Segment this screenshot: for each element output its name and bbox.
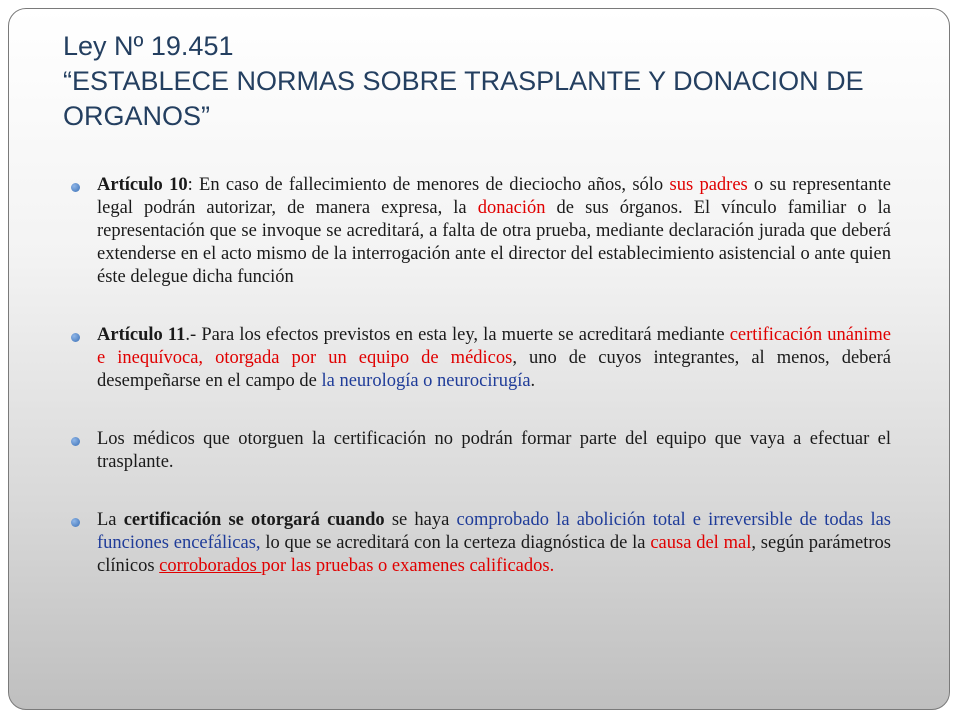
text: o su representante legal podrán autorizar, de manera expresa, la: [97, 175, 891, 218]
highlight-blue: comprobado la abolición total e irreversible de todas las funciones encefálicas,: [97, 510, 892, 553]
slide-content: [61, 174, 891, 613]
highlight-red: certificación unánime e inequívoca, otorgada por un equipo de médicos: [97, 325, 891, 368]
list-item-articulo-11: [61, 324, 891, 393]
text: lo que se acreditará con la certeza diagnóstica de la: [260, 533, 651, 553]
list-item-articulo-10: [61, 174, 891, 289]
highlight-red: sus padres: [669, 175, 748, 195]
highlight-red-underlined: corroborados: [159, 556, 262, 576]
slide: [8, 8, 950, 710]
bullet-icon: [71, 518, 80, 527]
article-label: Artículo 10: [97, 175, 188, 195]
highlight-red: por las pruebas o examenes calificados.: [261, 556, 555, 576]
bullet-icon: [71, 333, 80, 342]
highlight-red: donación: [477, 198, 546, 218]
title-line-2: “ESTABLECE NORMAS SOBRE TRASPLANTE Y DONACION DE ORGANOS”: [63, 66, 864, 132]
bullet-icon: [71, 183, 80, 192]
bold-text: certificación se otorgará cuando: [123, 510, 385, 530]
article-label: Artículo 11: [97, 325, 186, 345]
slide-title: [63, 29, 923, 134]
text: La: [97, 510, 124, 530]
text: .: [530, 371, 536, 391]
text: : En caso de fallecimiento de menores de dieciocho años, sólo: [187, 175, 670, 195]
text: , según parámetros clínicos: [97, 533, 891, 576]
bullet-icon: [71, 437, 80, 446]
text: se haya: [384, 510, 457, 530]
text: de sus órganos. El vínculo familiar o la representación que se invoque se acreditará, a falta de otra prueba, mediante declaración jurada que deberá extenderse en el acto mismo de la interrogación ante el director del establecimiento asistencial o ante quien éste delegue dicha función: [97, 198, 891, 287]
list-item-medicos: [61, 428, 891, 474]
highlight-red: causa del mal: [650, 533, 752, 553]
text: .- Para los efectos previstos en esta ley, la muerte se acreditará mediante: [185, 325, 730, 345]
text: Los médicos que otorguen la certificación no podrán formar parte del equipo que vaya a efectuar el trasplante.: [97, 429, 891, 472]
highlight-blue: la neurología o neurocirugía: [321, 371, 531, 391]
text: , uno de cuyos integrantes, al menos, deberá desempeñarse en el campo de: [97, 348, 891, 391]
list-item-certificacion: [61, 509, 891, 578]
title-line-1: Ley Nº 19.451: [63, 31, 234, 61]
